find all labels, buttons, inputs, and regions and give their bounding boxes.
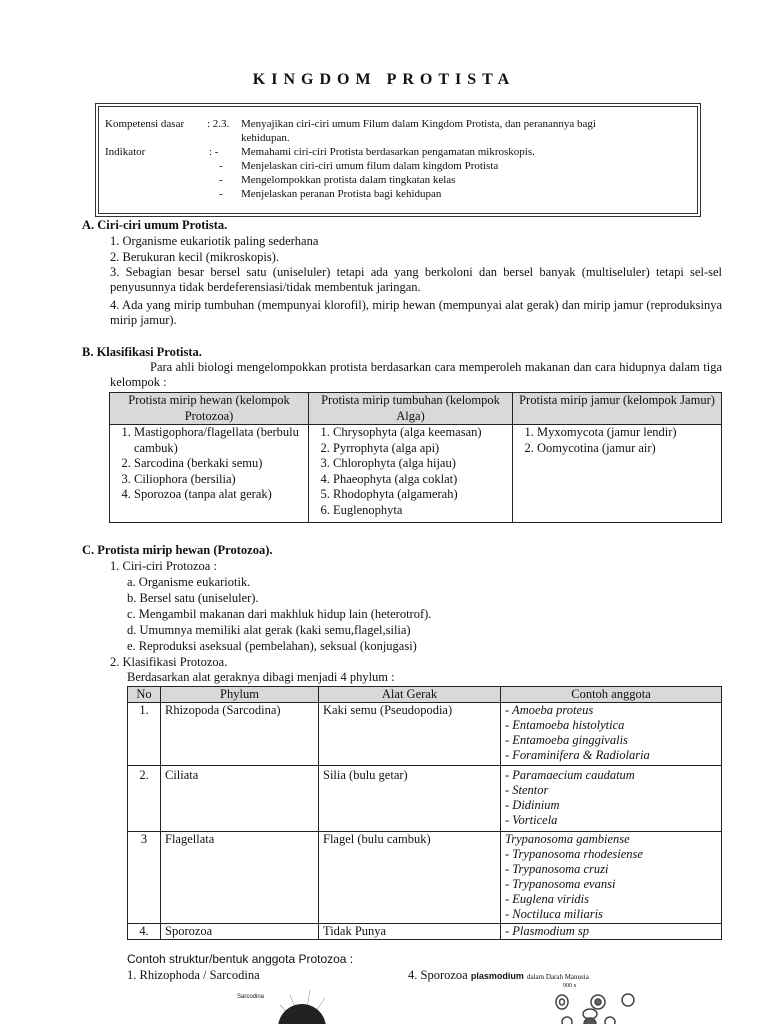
dash: - [219,188,223,200]
jamur-cell: 1. Myxomycota (jamur lendir) 2. Oomycotina (jamur air) [513,425,722,523]
table-row: 1. Rhizopoda (Sarcodina) Kaki semu (Pseudopodia) - Amoeba proteus - Entamoeba histolytica - Entamoeba ginggivalis - Foraminifera & Radiolaria [128,703,722,766]
subheading: 2. Klasifikasi Protozoa. [110,655,228,669]
table-row: 3 Flagellata Flagel (bulu cambuk) Trypanosoma gambiense - Trypanosoma rhodesiense - Trypanosoma cruzi - Trypanosoma evansi - Euglena viridis - Noctiluca miliaris [128,832,722,924]
example-1-label: 1. Rhizophoda / Sarcodina [127,968,260,982]
kd-text-2: kehidupan. [241,132,290,144]
kd-label: Kompetensi dasar [105,118,185,130]
section-b-paragraph: Para ahli biologi mengelompokkan protista berdasarkan cara memperoleh makanan dan cara hidupnya dalam tiga kelompok : [110,360,722,389]
sarcodina-label: Sarcodina [237,994,265,1000]
list-item: e. Reproduksi aseksual (pembelahan), seksual (konjugasi) [127,639,417,653]
dash: - [219,160,223,172]
kd-colon: : 2.3. [207,118,230,130]
plasmodium-illustration [540,992,660,1024]
column-header: Phylum [161,687,319,703]
table-row: 4. Sporozoa Tidak Punya - Plasmodium sp [128,924,722,940]
indicator-label: Indikator [105,146,146,158]
column-header: Protista mirip tumbuhan (kelompok Alga) [309,393,513,425]
column-header: Protista mirip jamur (kelompok Jamur) [513,393,722,425]
section-a-heading: A. Ciri-ciri umum Protista. [82,218,228,232]
list-item: 2. Berukuran kecil (mikroskopis). [110,250,280,264]
section-b-heading: B. Klasifikasi Protista. [82,345,202,359]
table-row: 2. Ciliata Silia (bulu getar) - Paramaecium caudatum - Stentor - Didinium - Vorticela [128,766,722,832]
list-item: d. Umumnya memiliki alat gerak (kaki semu,flagel,silia) [127,623,411,637]
phylum-table [127,686,722,940]
column-header: No [128,687,161,703]
dash: - [219,174,223,186]
examples-heading: Contoh struktur/bentuk anggota Protozoa : [127,952,354,966]
indicator: Mengelompokkan protista dalam tingkatan kelas [241,174,456,186]
column-header: Alat Gerak [319,687,501,703]
column-header: Protista mirip hewan (kelompok Protozoa) [110,393,309,425]
subheading: 1. Ciri-ciri Protozoa : [110,559,217,573]
classification-table [109,392,722,523]
page-title: KINGDOM PROTISTA [252,71,516,88]
column-header: Contoh anggota [501,687,722,703]
text: Berdasarkan alat geraknya dibagi menjadi 4 phylum : [127,670,395,684]
list-item: a. Organisme eukariotik. [127,575,251,589]
sarcodina-image [230,990,430,1024]
indicator: Menjelaskan peranan Protista bagi kehidupan [241,188,442,200]
list-item: 3. Sebagian besar bersel satu (uniseluler) tetapi ada yang berkoloni dan bersel banyak (multiseluler) tetapi sel-sel penyusunnya tidak berdeferensiasi/tidak membentuk jaringan. [110,265,722,294]
list-item: c. Mengambil makanan dari makhluk hidup lain (heterotrof). [127,607,432,621]
kd-text: Menyajikan ciri-ciri umum Filum dalam Kingdom Protista, dan peranannya bagi [241,118,596,130]
indicator: Memahami ciri-ciri Protista berdasarkan pengamatan mikroskopis. [241,146,535,158]
alga-cell: 1. Chrysophyta (alga keemasan) 2. Pyrrophyta (alga api) 3. Chlorophyta (alga hijau) 4. Phaeophyta (alga coklat) 5. Rhodophyta (algamerah) 6. Euglenophyta [309,425,513,523]
magnification: 900 x [563,983,577,989]
competency-box [95,103,701,217]
list-item: 4. Ada yang mirip tumbuhan (mempunyai klorofil), mirip hewan (mempunyai alat gerak) dan mirip jamur (reproduksinya mirip jamur). [110,298,722,327]
protozoa-cell: 1. Mastigophora/flagellata (berbulu cambuk) 2. Sarcodina (berkaki semu) 3. Ciliophora (bersilia) 4. Sporozoa (tanpa alat gerak) [110,425,309,523]
list-item: b. Bersel satu (uniseluler). [127,591,259,605]
list-item: 1. Organisme eukariotik paling sederhana [110,234,319,248]
sarcodina-illustration [230,990,430,1024]
indicator-colon: : - [209,146,219,158]
section-c-heading: C. Protista mirip hewan (Protozoa). [82,543,273,557]
indicator: Menjelaskan ciri-ciri umum filum dalam kingdom Protista [241,160,499,172]
example-4-label: 4. Sporozoa plasmodium dalam Darah Manusia [408,968,589,982]
plasmodium-image [540,992,660,1024]
